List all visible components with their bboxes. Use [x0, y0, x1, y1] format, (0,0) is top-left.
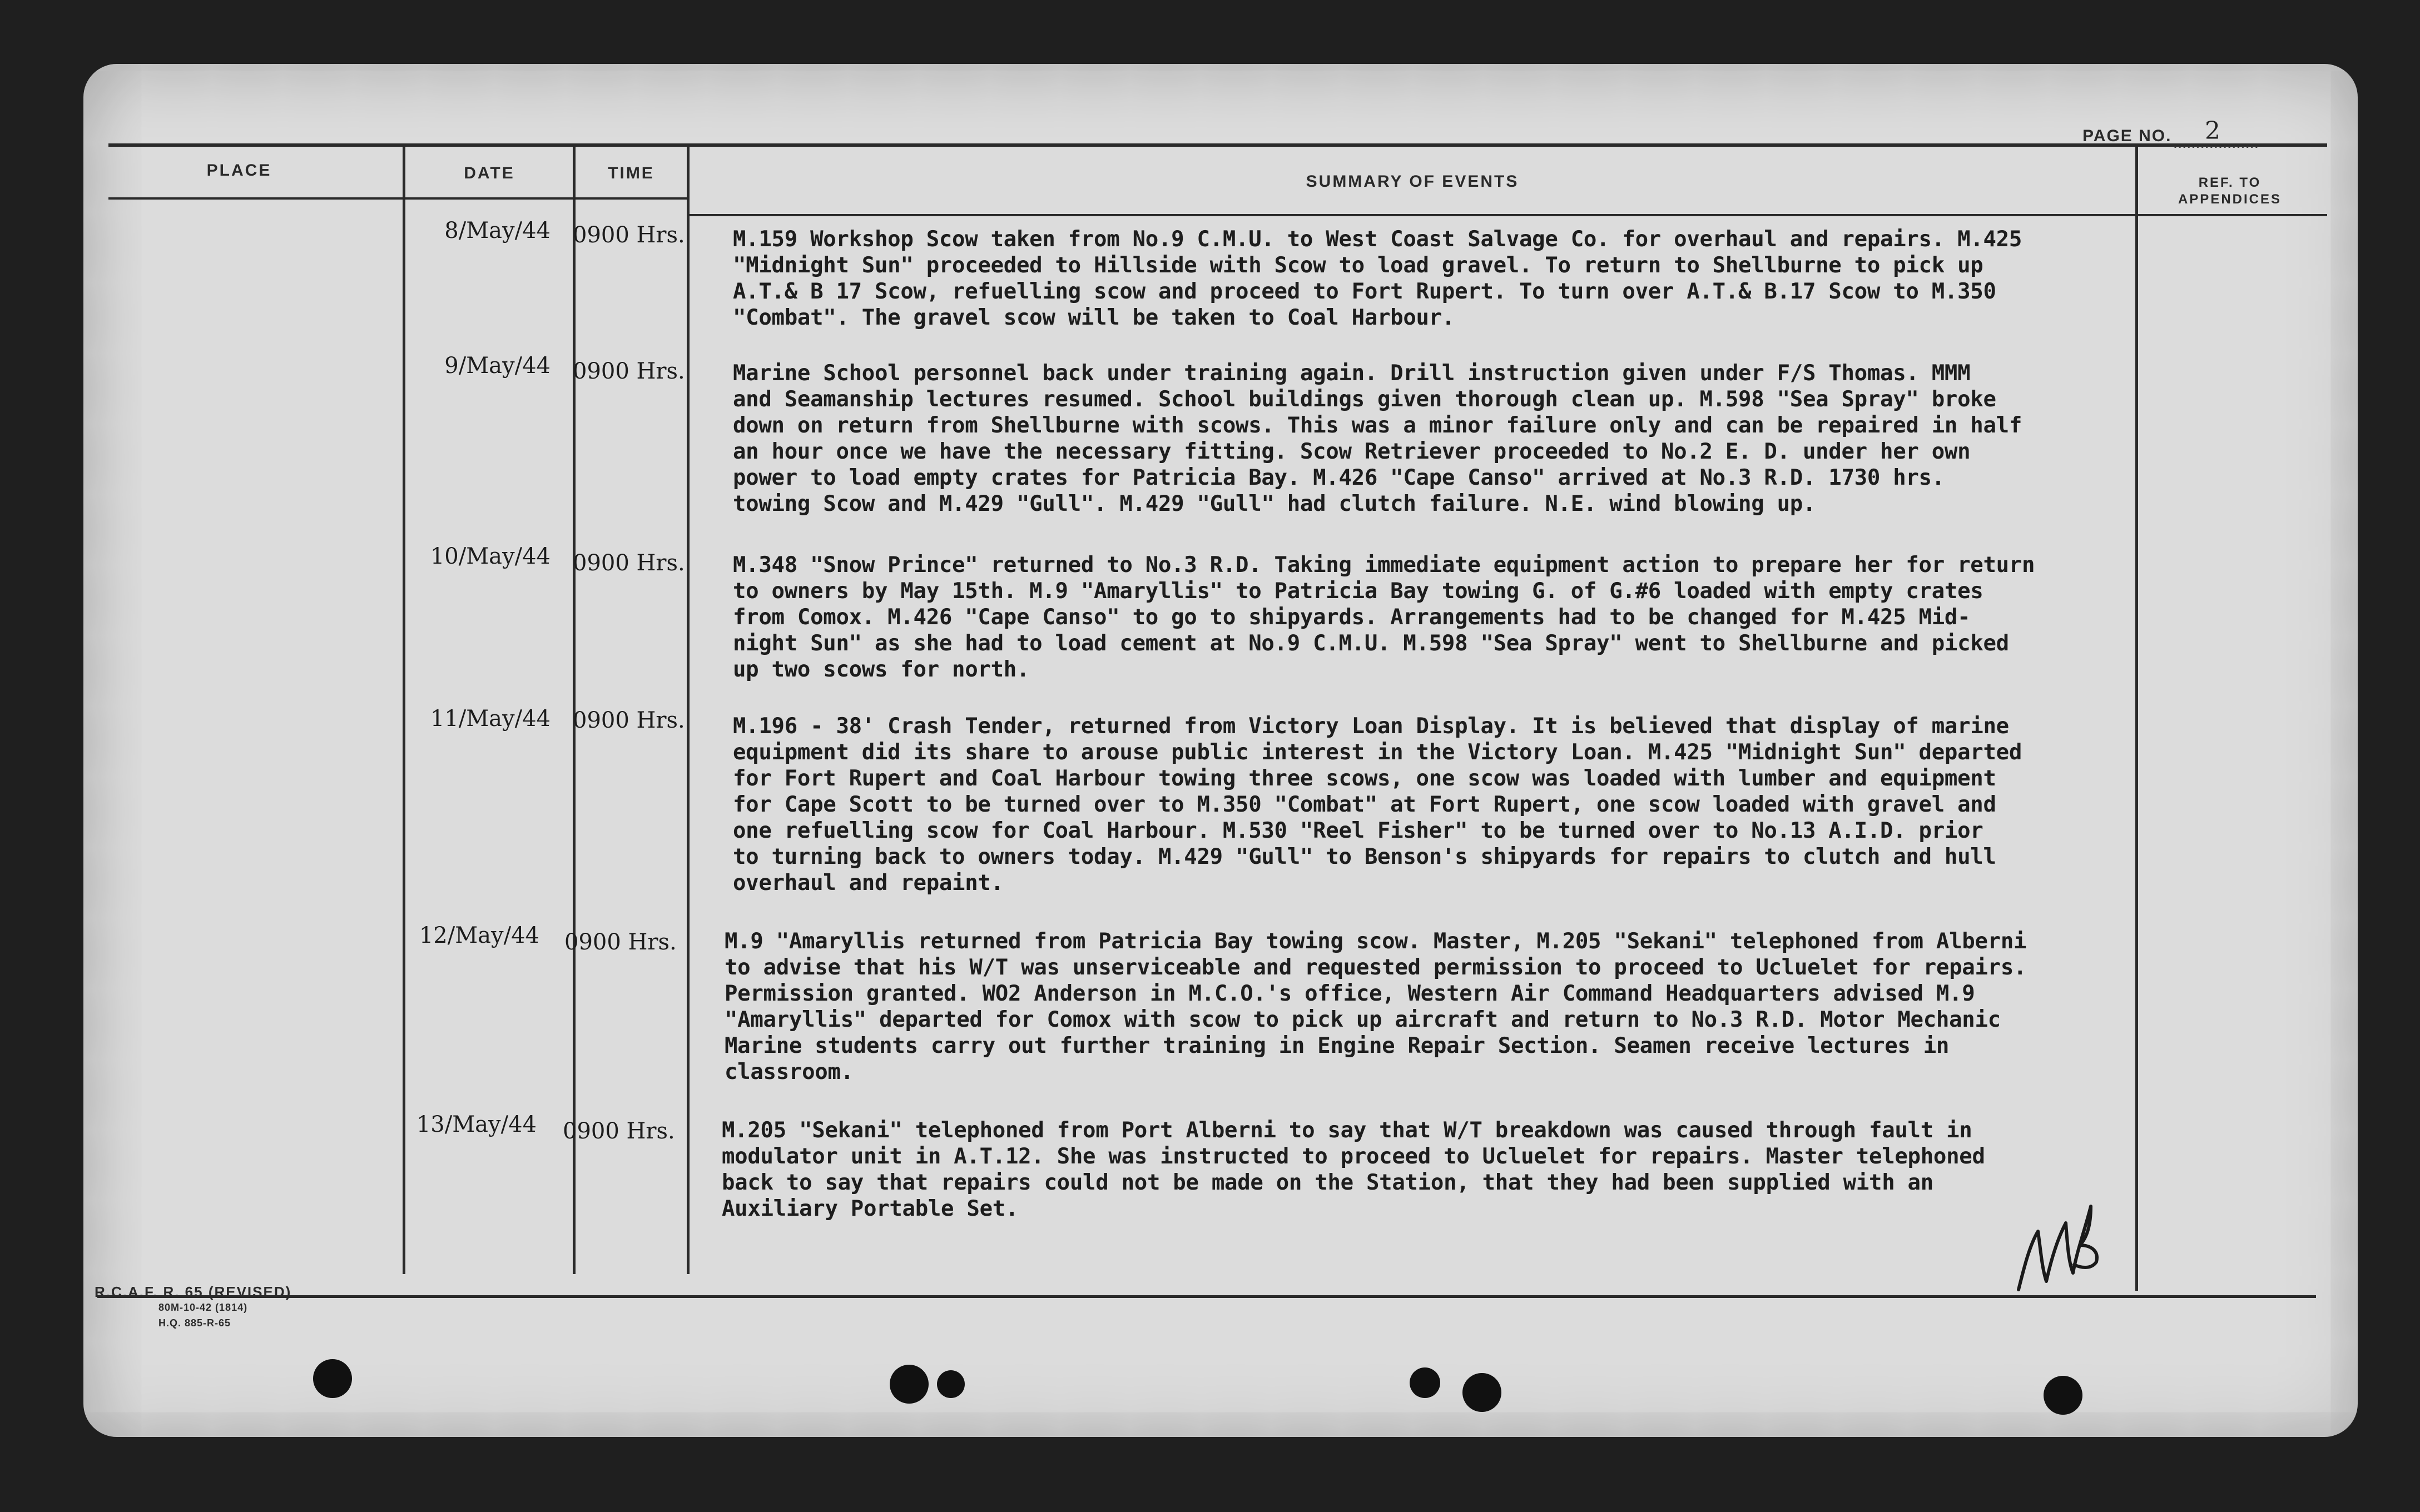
entry-time: 0900 Hrs.: [573, 359, 685, 384]
entry-date: 11/May/44: [430, 706, 551, 732]
entry-summary: Marine School personnel back under training again. Drill instruction given under F/S Thomas. MMM and Seamanship lectures resumed. School buildings given thorough clean up. M.598 "Sea Spray" broke down on return from Shellburne with scows. This was a minor failure only and can be repaired in half an hour once we have the necessary fitting. Scow Retriever proceeded to No.2 E. D. under her own power to load empty crates for Patricia Bay. M.426 "Cape Canso" arrived at No.3 R.D. 1730 hrs. towing Scow and M.429 "Gull". M.429 "Gull" had clutch failure. N.E. wind blowing up.: [733, 361, 2022, 516]
punch-hole: [937, 1370, 965, 1398]
punch-hole: [1410, 1367, 1440, 1398]
entry-date: 8/May/44: [444, 218, 551, 243]
page-number-label: PAGE NO.: [2082, 127, 2172, 145]
column-header-summary: SUMMARY OF EVENTS: [1306, 172, 1519, 191]
column-divider-summary-ref: [2135, 146, 2138, 1291]
punch-hole: [2044, 1376, 2082, 1415]
entry-time: 0900 Hrs.: [563, 1118, 675, 1144]
entry-time: 0900 Hrs.: [573, 708, 685, 733]
form-code-line1: R.C.A.F. R. 65 (REVISED): [95, 1284, 292, 1300]
entry-time: 0900 Hrs.: [564, 929, 677, 955]
page-number: 2: [2205, 117, 2220, 145]
column-header-ref-line2: APPENDICES: [2178, 192, 2282, 207]
entry-summary: M.9 "Amaryllis returned from Patricia Bay towing scow. Master, M.205 "Sekani" telephoned from Alberni to advise that his W/T was unserviceable and requested permission to proceed to Ucluelet for repairs. Permission granted. WO2 Anderson in M.C.O.'s office, Western Air Command Headquarters advised M.9 "Amaryllis" departed for Comox with scow to pick up aircraft and return to No.3 R.D. Motor Mechanic Marine students carry out further training in Engine Repair Section. Seamen receive lectures in classroom.: [725, 929, 2027, 1085]
entry-date: 9/May/44: [444, 353, 551, 379]
entry-date: 10/May/44: [430, 544, 551, 569]
column-header-date: DATE: [464, 164, 515, 182]
form-code-line2: 80M-10-42 (1814): [158, 1302, 248, 1313]
column-header-ref-line1: REF. TO: [2198, 175, 2262, 190]
column-header-place: PLACE: [206, 161, 272, 180]
entry-summary: M.205 "Sekani" telephoned from Port Alberni to say that W/T breakdown was caused through fault in modulator unit in A.T.12. She was instructed to proceed to Ucluelet for repairs. Master telephoned back to say that repairs could not be made on the Station, that they had been supplied with an Auxiliary Portable Set.: [722, 1118, 1985, 1221]
form-code: [95, 1284, 291, 1331]
entry-time: 0900 Hrs.: [573, 222, 685, 248]
column-header-time: TIME: [608, 164, 654, 182]
entry-time: 0900 Hrs.: [573, 550, 685, 576]
punch-hole: [1462, 1373, 1501, 1412]
handwritten-initials: [2007, 1184, 2107, 1295]
entry-date: 13/May/44: [416, 1112, 537, 1137]
header-bottom-rule-right: [690, 214, 2327, 216]
form-code-line3: H.Q. 885-R-65: [158, 1317, 231, 1329]
entry-summary: M.159 Workshop Scow taken from No.9 C.M.U. to West Coast Salvage Co. for overhaul and repairs. M.425 "Midnight Sun" proceeded to Hillside with Scow to load gravel. To return to Shellburne to pick up A.T.& B 17 Scow, refuelling scow and proceed to Fort Rupert. To turn over A.T.& B.17 Scow to M.350 "Combat". The gravel scow will be taken to Coal Harbour.: [733, 227, 2022, 330]
footer-rule: [97, 1295, 2316, 1298]
entry-summary: M.348 "Snow Prince" returned to No.3 R.D. Taking immediate equipment action to prepare her for return to owners by May 15th. M.9 "Amaryllis" to Patricia Bay towing G. of G.#6 loaded with empty crates from Comox. M.426 "Cape Canso" to go to shipyards. Arrangements had to be changed for M.425 Mid- night Sun" as she had to load cement at No.9 C.M.U. M.598 "Sea Spray" went to Shellburne and picked up two scows for north.: [733, 553, 2035, 682]
punch-hole: [313, 1359, 352, 1398]
header-bottom-rule-left: [108, 197, 690, 200]
column-divider-place-date: [403, 146, 405, 1274]
punch-hole: [890, 1365, 929, 1404]
header-top-rule: [108, 143, 2327, 147]
entry-date: 12/May/44: [419, 923, 539, 948]
page-number-underline: [2174, 146, 2258, 148]
entry-summary: M.196 - 38' Crash Tender, returned from Victory Loan Display. It is believed that display of marine equipment did its share to arouse public interest in the Victory Loan. M.425 "Midnight Sun" departed for Fort Rupert and Coal Harbour towing three scows, one scow was loaded with lumber and equipment for Cape Scott to be turned over to M.350 "Combat" at Fort Rupert, one scow loaded with gravel and one refuelling scow for Coal Harbour. M.530 "Reel Fisher" to be turned over to No.13 A.I.D. prior to turning back to owners today. M.429 "Gull" to Benson's shipyards for repairs to clutch and hull overhaul and repaint.: [733, 714, 2022, 896]
